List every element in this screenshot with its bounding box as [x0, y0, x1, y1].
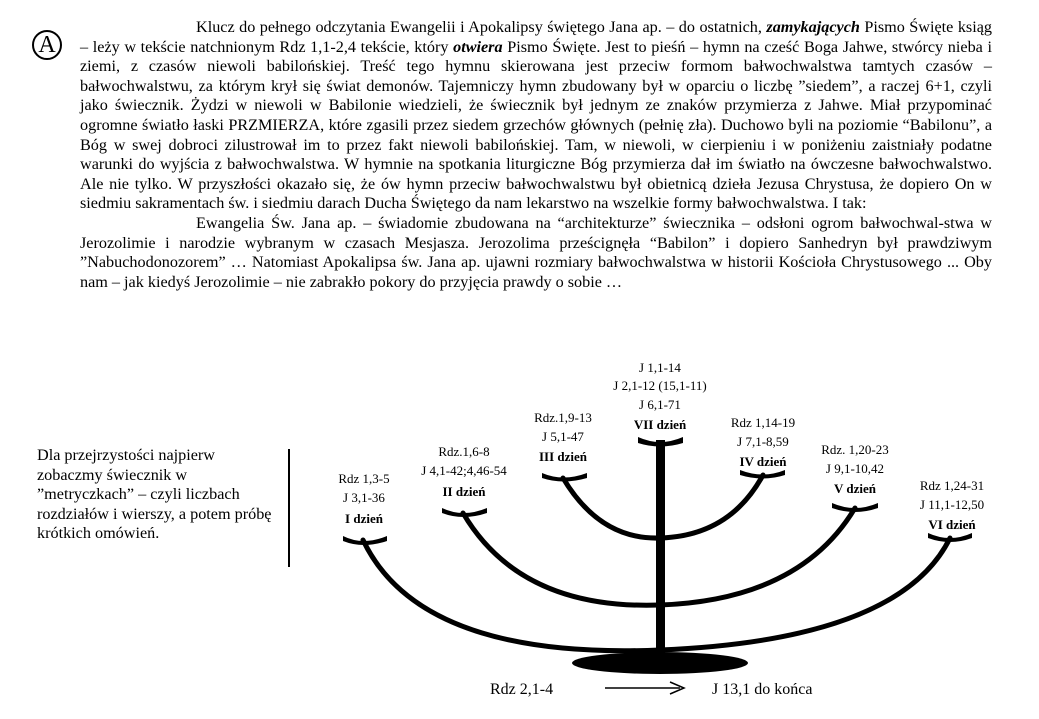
- branch-6-day: VI dzień: [928, 517, 976, 532]
- bottom-left-ref: Rdz 2,1-4: [490, 681, 554, 698]
- branch-1-ref-2: J 3,1-36: [343, 490, 385, 505]
- side-note: Dla przejrzystości najpierw zobaczmy świecznik w ”metryczkach” – czyli liczbach rozdziałów i wierszy, a potem próbę krótkich omówień.: [37, 446, 272, 543]
- branch-5-ref-1: Rdz. 1,20-23: [821, 442, 889, 457]
- central-stem: [656, 440, 665, 658]
- branch-7-ref-2: J 2,1-12 (15,1-11): [613, 378, 707, 393]
- branch-3-ref-2: J 5,1-47: [542, 429, 584, 444]
- branch-7-ref-3: J 6,1-71: [639, 397, 681, 412]
- branch-6-ref-1: Rdz 1,24-31: [919, 478, 985, 493]
- branch-6-ref-2: J 11,1-12,50: [919, 497, 985, 512]
- branch-3-day: III dzień: [538, 449, 588, 464]
- paragraph-1-part-1: Klucz do pełnego odczytania Ewangelii i Apokalipsy świętego Jana ap. – do ostatnich,: [196, 18, 767, 36]
- branch-1-day: I dzień: [345, 511, 383, 526]
- menorah-base: [572, 652, 748, 674]
- paragraph-1-part-2: Pismo Święte ksiąg – leży w tekście natchnionym Rdz 1,1-2,4 tekście, który: [80, 18, 992, 56]
- branch-2-ref-1: Rdz.1,6-8: [438, 444, 490, 459]
- branch-5-day: V dzień: [833, 481, 877, 496]
- branch-7-ref-1: J 1,1-14: [639, 360, 681, 375]
- emphasis-otwiera: otwiera: [453, 37, 503, 56]
- section-badge: A: [32, 30, 62, 60]
- branch-3-ref-1: Rdz.1,9-13: [534, 410, 592, 425]
- branch-1-ref-1: Rdz 1,3-5: [338, 471, 390, 486]
- branch-4-day: IV dzień: [739, 454, 787, 469]
- branch-2-day: II dzień: [442, 484, 486, 499]
- branch-7-day: VII dzień: [633, 417, 687, 432]
- paragraph-2: Ewangelia Św. Jana ap. – świadomie zbudowana na “architekturze” świecznika – odsłoni ogrom bałwochwal-stwa w Jerozolimie i narodzie wybranym w czasach Mesjasza. Jerozolima prześcignęła “Babilon” i dopiero Sanhedryn był prawdziwym ”Nabuchodonozorem” … Natomiast Apokalipsa św. Jana ap. ujawni rozmiary bałwochwalstwa w historii Kościoła Chrystusowego ... Oby nam – jak kiedyś Jerozolimie – nie zabrakło pokory do przyjęcia prawdy o sobie …: [80, 213, 992, 291]
- paragraph-1-part-3: Pismo Święte. Jest to pieśń – hymn na cześć Boga Jahwe, stwórcy nieba i ziemi, z czasów niewoli babilońskiej. Treść tego hymnu skierowana jest przeciw formom bałwochwalstwa tamtych czasów – bałwochwalstwu, za którym krył się świat demonów. Tajemniczy hymn zbudowany był w oparciu o liczbę ”siedem”, a raczej 6+1, czyli jako świecznik. Żydzi w niewoli w Babilonie wiedzieli, że świecznik był jednym ze znaków przymierza z Jahwe. Miał przypominać ogromne światło łaski PRZMIERZA, które zgasili przez siedem grzechów głównych (pełnię zła). Duchowo byli na poziomie “Babilonu”, a Bóg w swej dobroci zilustrował im to przez fakt niewoli babilońskiej. Tam, w niewoli, w cierpieniu i w poniżeniu zaistniały podatne warunki do wyjścia z bałwochwalstwa. W hymnie na spotkania liturgiczne Bóg przymierza dał im światło na ówczesne bałwochwalstwo. Ale nie tylko. W przyszłości okazało się, że ów hymn przeciw bałwochwalstwu był obietnicą dzieła Jezusa Chrystusa, że dopiero On w siedmiu sakramentach św. i siedmiu darach Ducha Świętego da nam lekarstwo na wszelkie formy bałwochwalstwa. I tak:: [80, 37, 992, 213]
- bottom-right-ref: J 13,1 do końca: [712, 681, 813, 698]
- branch-4-ref-1: Rdz 1,14-19: [730, 415, 796, 430]
- branch-4-ref-2: J 7,1-8,59: [737, 434, 789, 449]
- branch-5-ref-2: J 9,1-10,42: [825, 461, 885, 476]
- branch-2-ref-2: J 4,1-42;4,46-54: [421, 463, 507, 478]
- emphasis-zamykajacych: zamykających: [766, 18, 860, 36]
